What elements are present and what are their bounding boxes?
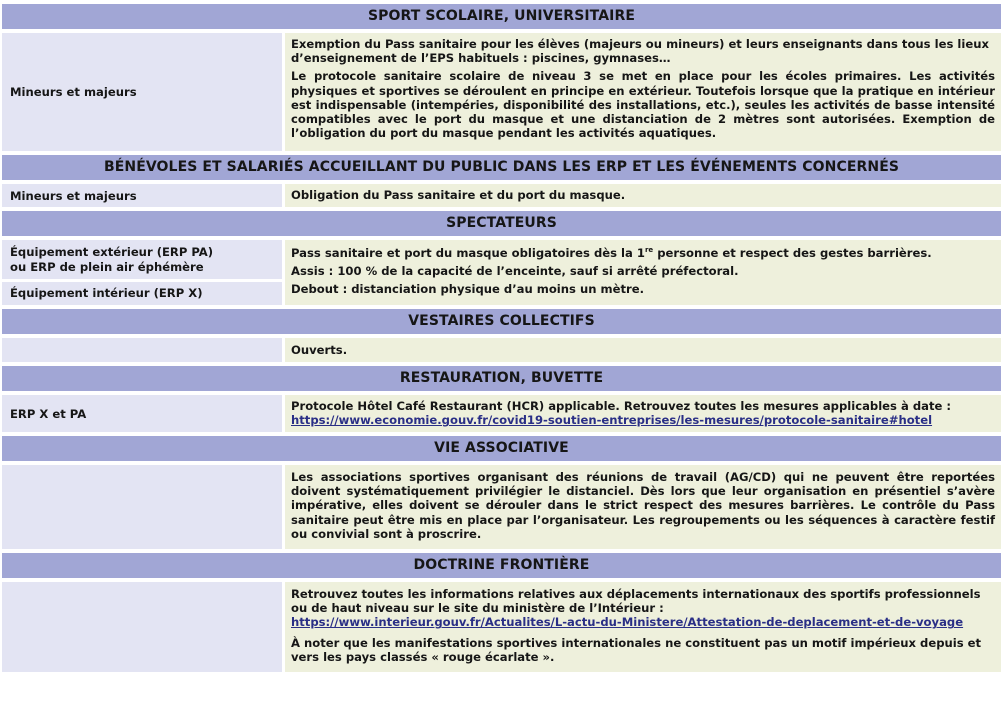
row-content xyxy=(285,395,1001,432)
row-content xyxy=(285,33,1001,151)
row-label-text: ou ERP de plein air éphémère xyxy=(10,259,204,274)
row-label xyxy=(2,282,282,305)
superscript: re xyxy=(644,246,654,254)
paragraph: Les associations sportives organisant des réunions de travail (AG/CD) qui ne peuvent être reportées doivent systématiquement privilégier le distanciel. Dès lors que leur organisation en présentiel s’avère impérative, elles doivent se dérouler dans le strict respect des mesures barrières. Le contrôle du Pass sanitaire peut être mis en place par l’organisateur. Les regroupements ou les séquences à caractère festif ou convivial sont à proscrire. xyxy=(291,470,995,541)
link-line xyxy=(291,615,995,629)
row-label xyxy=(2,338,282,362)
row-label-text: Équipement intérieur (ERP X) xyxy=(10,286,203,300)
row-label xyxy=(2,465,282,549)
paragraph: Obligation du Pass sanitaire et du port du masque. xyxy=(291,188,626,203)
row-label xyxy=(2,395,282,432)
section-header-sport-scolaire: SPORT SCOLAIRE, UNIVERSITAIRE xyxy=(2,4,1001,29)
row-content xyxy=(285,465,1001,549)
table-row xyxy=(2,338,1001,362)
paragraph: Protocole Hôtel Café Restaurant (HCR) applicable. Retrouvez toutes les mesures applicables à date : xyxy=(291,399,952,413)
row-label-text: Équipement extérieur (ERP PA) xyxy=(10,244,214,259)
paragraph: À noter que les manifestations sportives internationales ne constituent pas un motif impérieux depuis et vers les pays classés « rouge écarlate ». xyxy=(291,635,982,664)
hcr-protocol-link[interactable]: https://www.economie.gouv.fr/covid19-soutien-entreprises/les-mesures/protocole-sanitaire#hotel xyxy=(291,413,933,428)
row-label-group xyxy=(2,240,282,305)
row-content xyxy=(285,184,1001,207)
section-header-benevoles: BÉNÉVOLES ET SALARIÉS ACCUEILLANT DU PUBLIC DANS LES ERP ET LES ÉVÉNEMENTS CONCERNÉS xyxy=(2,155,1001,180)
row-label xyxy=(2,33,282,151)
row-label-text: Mineurs et majeurs xyxy=(10,188,137,203)
table-row xyxy=(2,395,1001,432)
table-row xyxy=(2,465,1001,549)
paragraph: Ouverts. xyxy=(291,342,348,357)
measures-table xyxy=(2,4,1001,672)
table-row xyxy=(2,240,1001,305)
section-header-vestiaires: VESTAIRES COLLECTIFS xyxy=(2,309,1001,334)
paragraph: Assis : 100 % de la capacité de l’enceinte, sauf si arrêté préfectoral. xyxy=(291,264,739,279)
row-content xyxy=(285,338,1001,362)
row-label xyxy=(2,184,282,207)
row-content xyxy=(285,240,1001,305)
paragraph: Exemption du Pass sanitaire pour les élèves (majeurs ou mineurs) et leurs enseignants dans tous les lieux d’enseignement de l’EPS habituels : piscines, gymnases… xyxy=(291,37,989,66)
section-header-vie-associative: VIE ASSOCIATIVE xyxy=(2,436,1001,461)
row-label xyxy=(2,240,282,279)
interieur-travel-link[interactable]: https://www.interieur.gouv.fr/Actualites/L-actu-du-Ministere/Attestation-de-deplacement-et-de-voyage xyxy=(291,615,964,630)
section-header-doctrine-frontiere: DOCTRINE FRONTIÈRE xyxy=(2,553,1001,578)
paragraph: Le protocole sanitaire scolaire de niveau 3 se met en place pour les écoles primaires. Les activités physiques et sportives se déroulent en principe en extérieur. Toutefois lorsque que la pratique en intérieur est indispensable (intempéries, disponibilité des installations, etc.), seules les activités de basse intensité compatibles avec le port du masque et une distanciation de 2 mètres sont autorisées. Exemption de l’obligation du port du masque pendant les activités aquatiques. xyxy=(291,69,995,141)
row-label-text: ERP X et PA xyxy=(10,406,87,421)
table-row xyxy=(2,33,1001,151)
row-label xyxy=(2,582,282,672)
text-part: personne et respect des gestes barrières. xyxy=(653,246,932,260)
paragraph xyxy=(291,246,995,260)
row-label-text: Mineurs et majeurs xyxy=(10,85,137,99)
section-header-restauration: RESTAURATION, BUVETTE xyxy=(2,366,1001,391)
paragraph: Debout : distanciation physique d’au moins un mètre. xyxy=(291,282,644,297)
paragraph: Retrouvez toutes les informations relatives aux déplacements internationaux des sportifs professionnels ou de haut niveau sur le site du ministère de l’Intérieur : xyxy=(291,587,981,616)
section-header-spectateurs: SPECTATEURS xyxy=(2,211,1001,236)
table-row xyxy=(2,184,1001,207)
text-part: Pass sanitaire et port du masque obligatoires dès la 1 xyxy=(291,246,645,260)
link-line xyxy=(291,413,995,427)
table-row xyxy=(2,582,1001,672)
row-content xyxy=(285,582,1001,672)
